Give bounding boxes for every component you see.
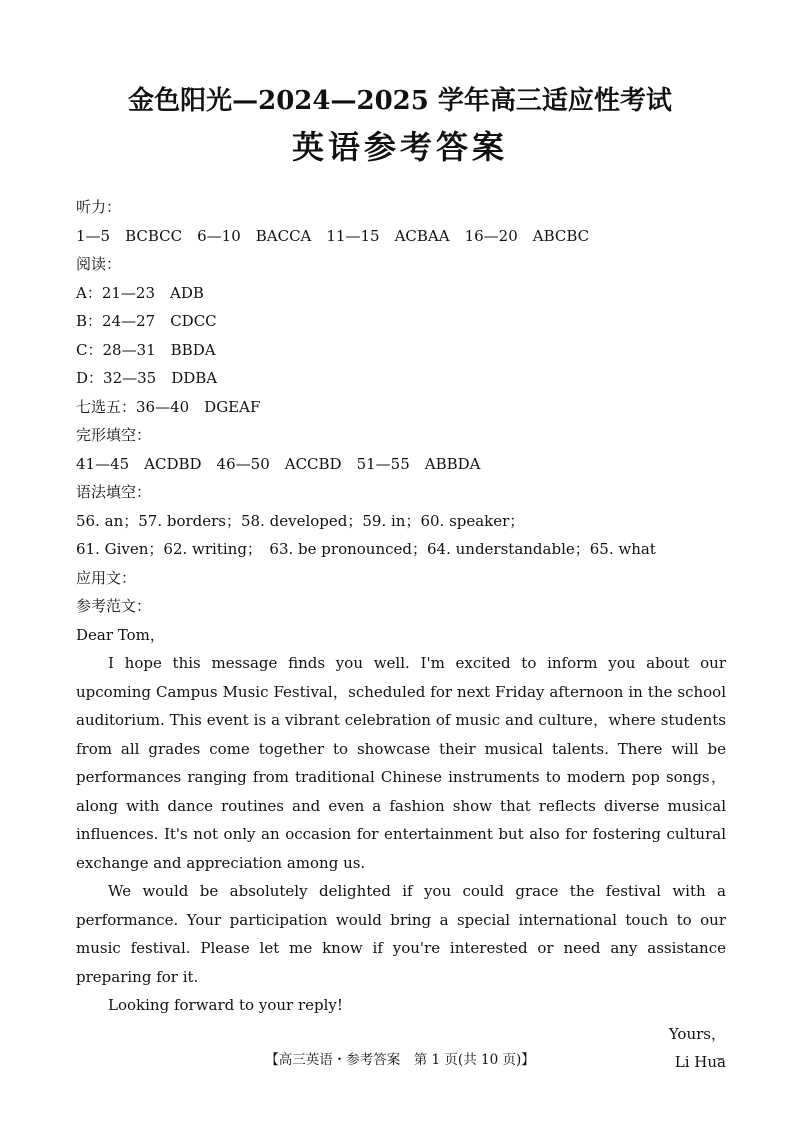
reading-answers-c: C：28—31 BBDA <box>76 340 216 359</box>
letter-paragraph-3: Looking forward to your reply! <box>108 996 343 1014</box>
reading-answers-b: B：24—27 CDCC <box>76 312 217 330</box>
letter-paragraph-1: I hope this message finds you well. I'm excited to inform you about our upcoming Campus Music Festival，scheduled for next Friday afternoon in the school auditorium. This event is a vibrant celebration of music and culture，where students from all grades come together to showcase their musical talents. There will be performances ranging from traditional Chinese instruments to modern pop songs，along with dance routines and even a fashion show that reflects diverse musical influences. It's not only an occasion for entertainment but also for fostering cultural exchange and appreciation among us. <box>76 654 726 872</box>
letter-salutation: Dear Tom， <box>76 625 165 644</box>
answer-key-title: 英语参考答案 <box>291 128 508 166</box>
grammar-heading: 语法填空： <box>76 483 152 501</box>
letter-signature: Li Hua <box>674 1053 726 1071</box>
seven-choose-five-answers: 七选五：36—40 DGEAF <box>76 397 261 416</box>
page-footer: 【高三英语・参考答案 第 1 页(共 10 页)】 <box>265 1052 535 1068</box>
listening-heading: 听力： <box>76 198 122 216</box>
letter-closing: Yours， <box>668 1024 726 1043</box>
exam-title: 金色阳光—2024—2025 学年高三适应性考试 <box>128 86 672 116</box>
answer-content <box>76 193 726 1077</box>
grammar-answers-line-2: 61. Given；62. writing； 63. be pronounced；64. understandable；65. what <box>76 540 656 558</box>
corner-mark <box>716 1058 724 1059</box>
sample-essay-heading: 参考范文： <box>76 597 152 615</box>
listening-answers: 1—5 BCBCC 6—10 BACCA 11—15 ACBAA 16—20 ABCBC <box>76 226 590 245</box>
cloze-answers: 41—45 ACDBD 46—50 ACCBD 51—55 ABBDA <box>76 454 481 473</box>
cloze-heading: 完形填空： <box>76 426 152 444</box>
reading-answers-a: A：21—23 ADB <box>76 283 204 302</box>
letter-paragraph-2: We would be absolutely delighted if you could grace the festival with a performance. Your participation would bring a special international touch to our music festival. Please let me know if you're interested or need any assistance preparing for it. <box>76 882 726 986</box>
reading-answers-d: D：32—35 DDBA <box>76 369 218 387</box>
reading-heading: 阅读： <box>76 255 122 273</box>
grammar-answers-line-1: 56. an；57. borders；58. developed；59. in；60. speaker； <box>76 511 525 530</box>
writing-heading: 应用文： <box>76 568 137 587</box>
